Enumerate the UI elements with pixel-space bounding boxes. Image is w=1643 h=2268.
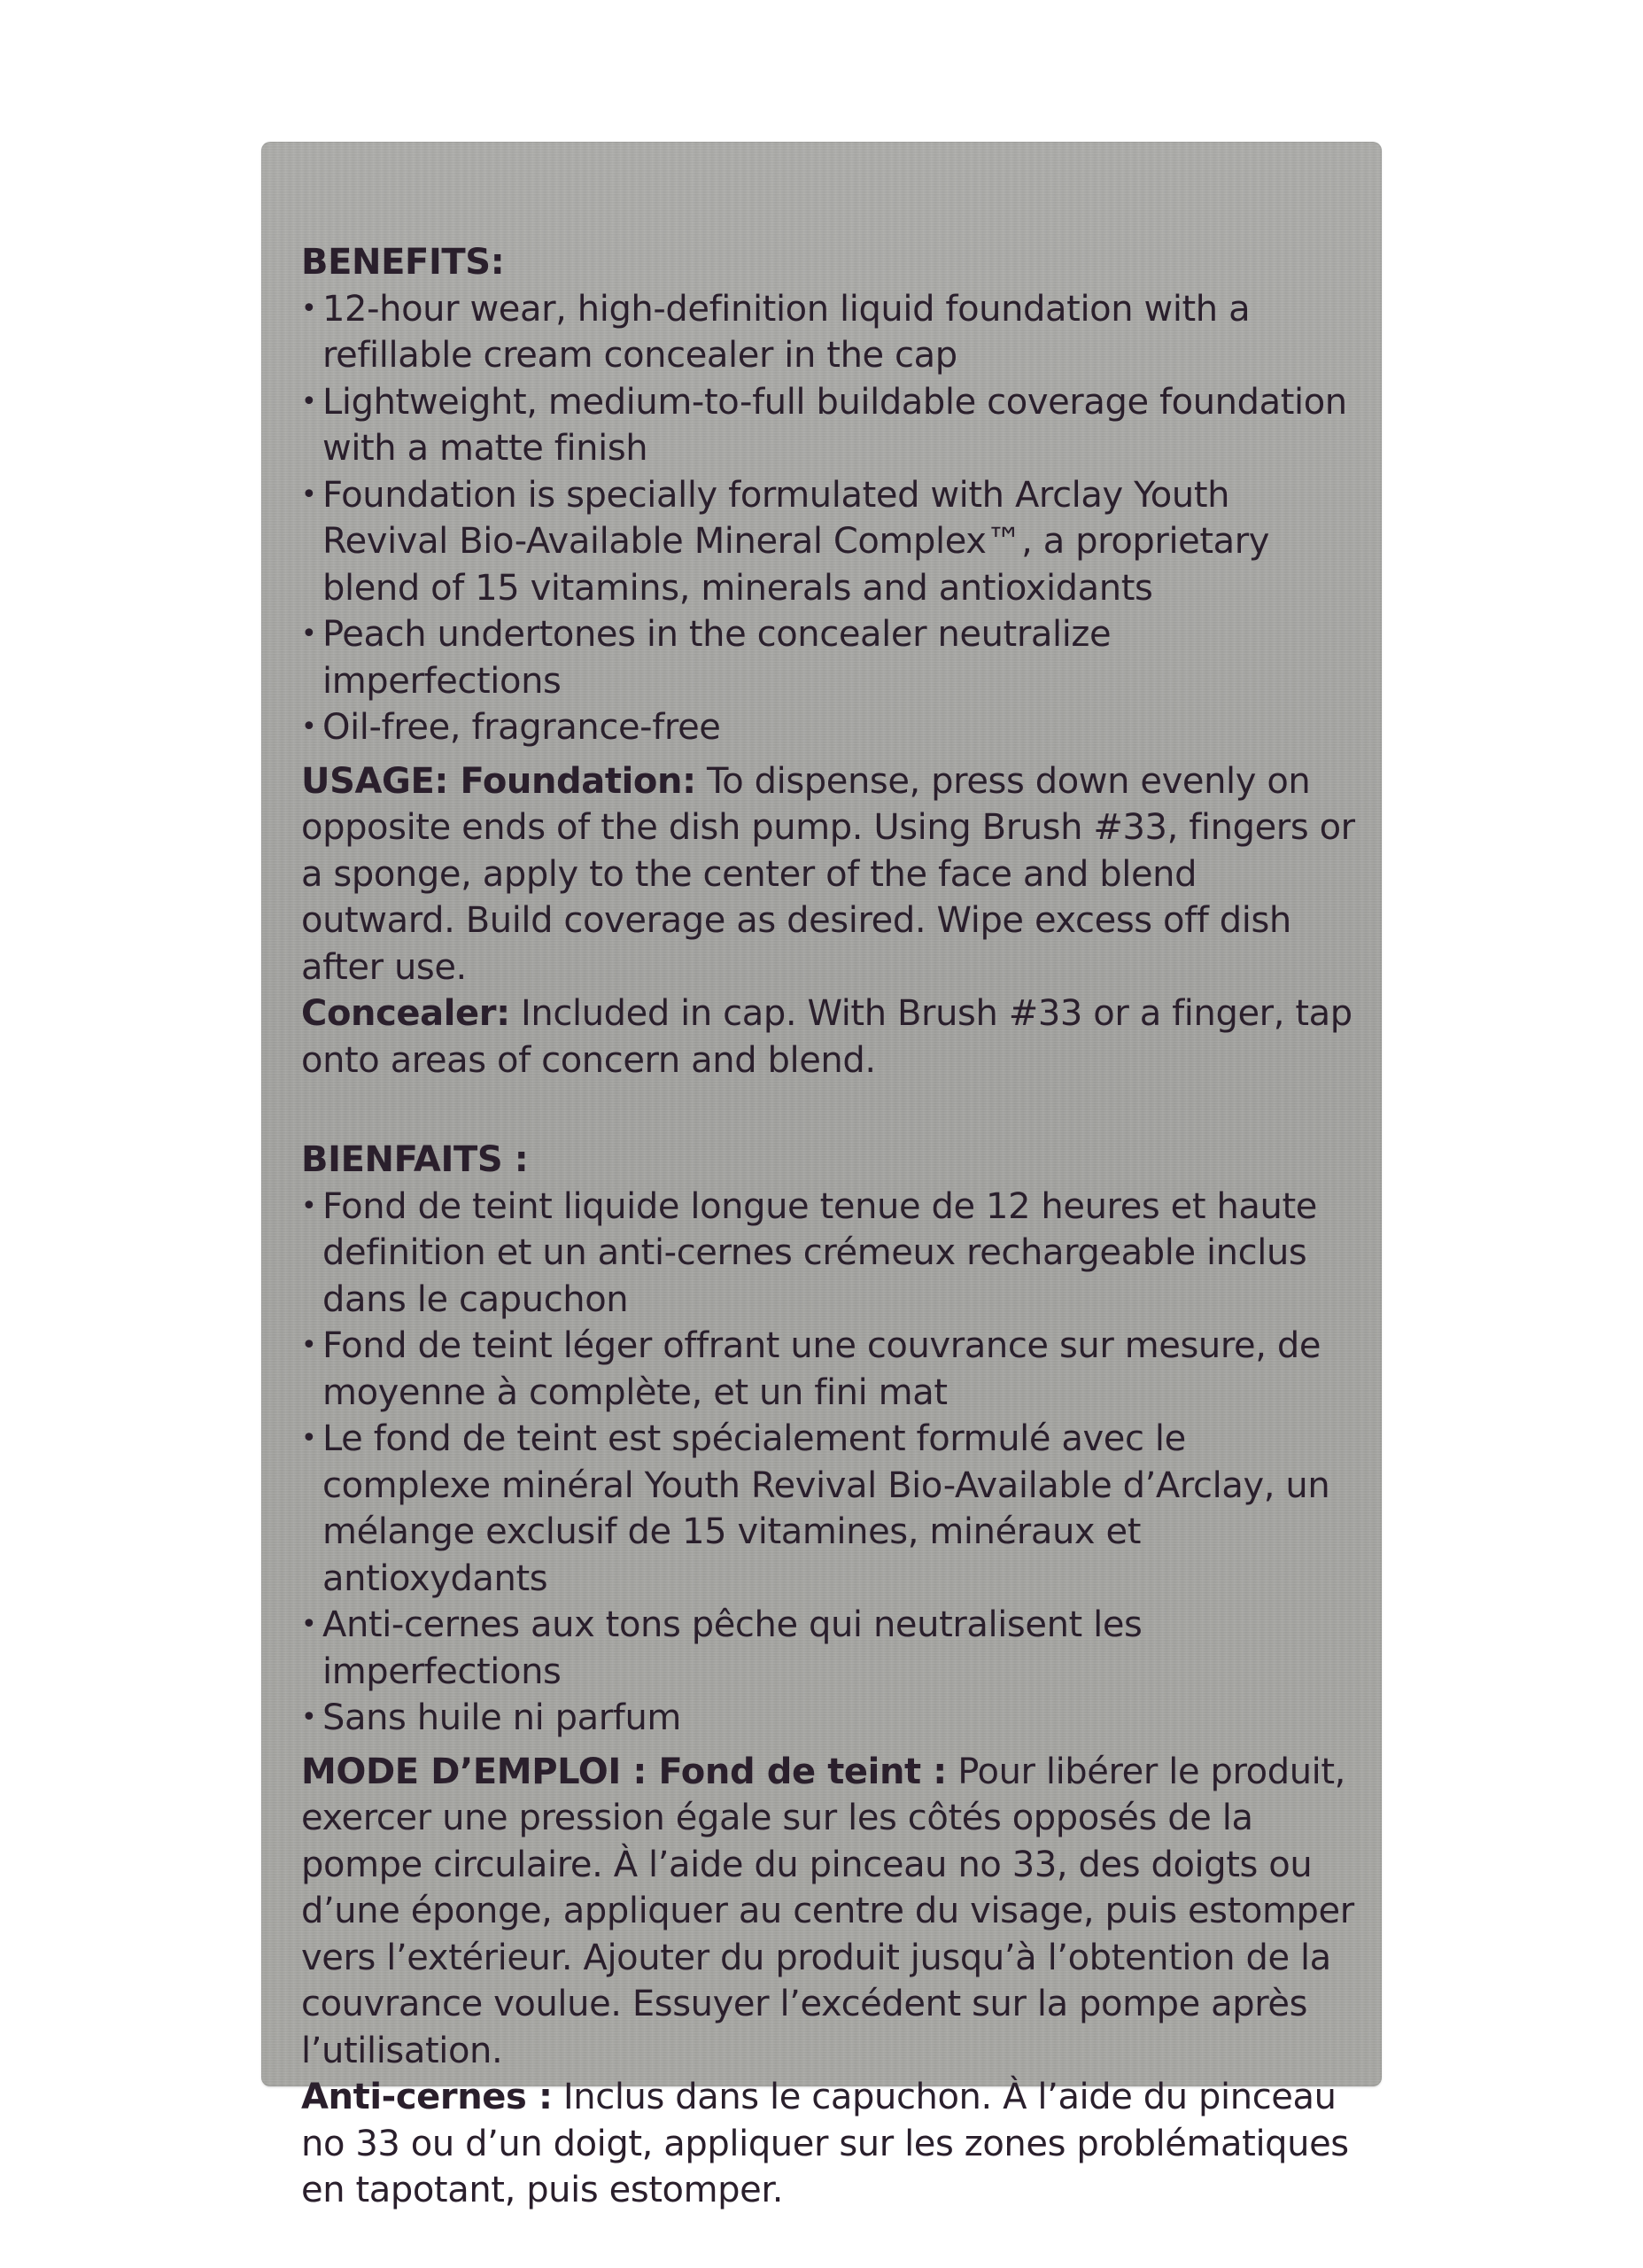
benefits-heading: BENEFITS:	[301, 242, 505, 283]
bienfait-item: • Le fond de teint est spécialement formulé avec le complexe minéral Youth Revival Bio-Available d’Arclay, un mélange exclusif de 15 vitamines, minéraux et antioxydants	[301, 1416, 1355, 1602]
benefit-item: • Lightweight, medium-to-full buildable coverage foundation with a matte finish	[301, 379, 1355, 472]
mode-emploi-text: Pour libérer le produit, exercer une pression égale sur les côtés opposés de la pompe circulaire. À l’aide du pinceau no 33, des doigts ou d’une éponge, appliquer au centre du visage, puis estomper vers l’extérieur. Ajouter du produit jusqu’à l’obtention de la couvrance voulue. Essuyer l’excédent sur la pompe après l’utilisation.	[301, 1751, 1354, 2071]
mode-emploi-label: MODE D’EMPLOI : Fond de teint :	[301, 1751, 947, 1792]
usage-label: USAGE: Foundation:	[301, 760, 696, 802]
bienfait-item: • Fond de teint léger offrant une couvrance sur mesure, de moyenne à complète, et un fini mat	[301, 1323, 1355, 1416]
benefit-item: • Foundation is specially formulated with Arclay Youth Revival Bio-Available Mineral Complex™, a proprietary blend of 15 vitamins, minerals and antioxidants	[301, 472, 1355, 612]
mode-emploi-paragraph	[301, 1749, 1355, 2075]
bienfaits-list	[301, 1184, 1355, 1742]
bienfaits-heading: BIENFAITS :	[301, 1139, 529, 1180]
packaging-back-panel	[261, 142, 1382, 2210]
concealer-text: Included in cap. With Brush #33 or a finger, tap onto areas of concern and blend.	[301, 993, 1352, 1081]
benefit-item: • 12-hour wear, high-definition liquid foundation with a refillable cream concealer in the cap	[301, 286, 1355, 379]
benefits-list	[301, 286, 1355, 751]
usage-paragraph	[301, 758, 1355, 991]
anti-cernes-paragraph	[301, 2074, 1355, 2214]
concealer-paragraph	[301, 990, 1355, 1084]
bienfait-item: • Anti-cernes aux tons pêche qui neutralisent les imperfections	[301, 1602, 1355, 1695]
anti-cernes-text: Inclus dans le capuchon. À l’aide du pinceau no 33 ou d’un doigt, appliquer sur les zones problématiques en tapotant, puis estomper.	[301, 2077, 1349, 2210]
anti-cernes-label: Anti-cernes :	[301, 2077, 553, 2117]
label-text-block	[301, 239, 1355, 2214]
benefit-item: • Peach undertones in the concealer neutralize imperfections	[301, 611, 1355, 704]
concealer-label: Concealer:	[301, 993, 510, 1034]
bienfait-item: • Sans huile ni parfum	[301, 1695, 1355, 1742]
benefit-item: • Oil-free, fragrance-free	[301, 704, 1355, 751]
bienfait-item: • Fond de teint liquide longue tenue de 12 heures et haute definition et un anti-cernes crémeux rechargeable inclus dans le capuchon	[301, 1184, 1355, 1324]
usage-text: To dispense, press down evenly on opposite ends of the dish pump. Using Brush #33, fingers or a sponge, apply to the center of the face and blend outward. Build coverage as desired. Wipe excess off dish after use.	[301, 760, 1355, 988]
